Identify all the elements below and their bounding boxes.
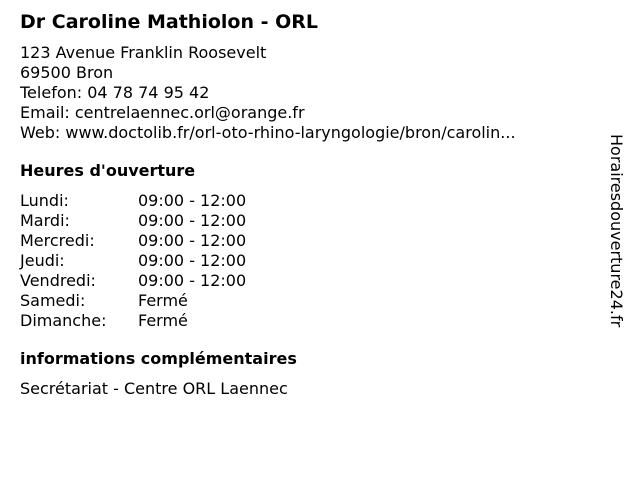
day-label: Mardi: xyxy=(20,211,70,230)
hours-row-tuesday xyxy=(20,211,600,231)
day-hours: 09:00 - 12:00 xyxy=(138,251,247,270)
day-label: Jeudi: xyxy=(20,251,65,270)
hours-row-saturday xyxy=(20,291,600,311)
day-label: Samedi: xyxy=(20,291,86,310)
day-label: Lundi: xyxy=(20,191,69,210)
listing-card xyxy=(20,10,600,399)
city-postcode: 69500 Bron xyxy=(20,63,114,82)
email-line[interactable]: Email: centrelaennec.orl@orange.fr xyxy=(20,103,305,122)
phone-line[interactable]: Telefon: 04 78 74 95 42 xyxy=(20,83,210,102)
opening-hours-heading: Heures d'ouverture xyxy=(20,161,196,180)
additional-info-text: Secrétariat - Centre ORL Laennec xyxy=(20,379,288,398)
day-hours: 09:00 - 12:00 xyxy=(138,271,247,290)
day-label: Dimanche: xyxy=(20,311,107,330)
hours-row-friday xyxy=(20,271,600,291)
day-label: Vendredi: xyxy=(20,271,96,290)
day-hours: 09:00 - 12:00 xyxy=(138,231,247,250)
day-hours: 09:00 - 12:00 xyxy=(138,191,247,210)
hours-row-wednesday xyxy=(20,231,600,251)
address-block xyxy=(20,43,600,143)
additional-info-heading: informations complémentaires xyxy=(20,349,297,368)
day-hours: 09:00 - 12:00 xyxy=(138,211,247,230)
hours-row-monday xyxy=(20,191,600,211)
day-label: Mercredi: xyxy=(20,231,95,250)
opening-hours-table xyxy=(20,191,600,331)
street-address: 123 Avenue Franklin Roosevelt xyxy=(20,43,267,62)
site-brand-watermark: Horairesdouverture24.fr xyxy=(607,134,626,328)
website-line[interactable]: Web: www.doctolib.fr/orl-oto-rhino-laryngologie/bron/carolin... xyxy=(20,123,516,142)
hours-row-sunday xyxy=(20,311,600,331)
hours-row-thursday xyxy=(20,251,600,271)
page-title: Dr Caroline Mathiolon - ORL xyxy=(20,11,318,33)
day-hours: Fermé xyxy=(138,311,188,330)
day-hours: Fermé xyxy=(138,291,188,310)
